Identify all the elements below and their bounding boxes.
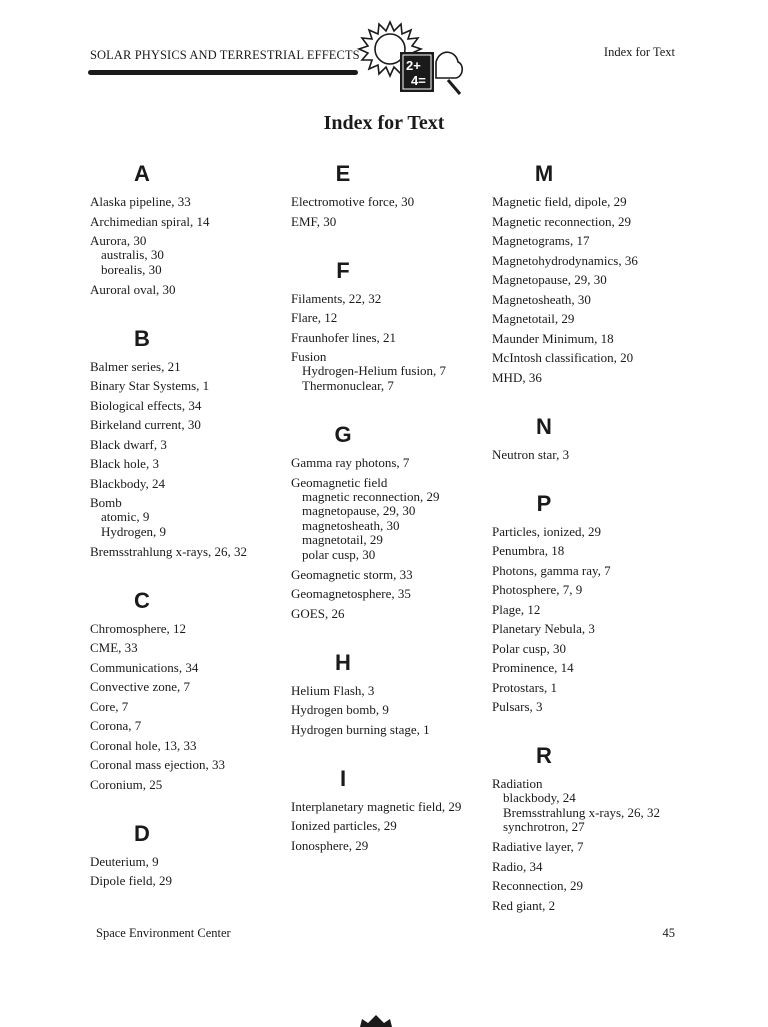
- index-entry: [90, 777, 290, 792]
- index-entry: [90, 282, 290, 297]
- index-entry: [90, 679, 290, 694]
- index-section: [90, 325, 290, 559]
- index-entry-term: Maunder Minimum, 18: [492, 330, 614, 346]
- index-entry: [90, 437, 290, 452]
- index-entry-term: EMF, 30: [291, 213, 337, 229]
- index-column-2: [291, 160, 481, 857]
- index-entry-term: GOES, 26: [291, 605, 345, 621]
- index-entry: [291, 349, 481, 393]
- index-section: [291, 765, 481, 853]
- index-entry-term: Magnetohydrodynamics, 36: [492, 252, 638, 268]
- index-subentry: magnetic reconnection, 29: [302, 488, 440, 504]
- index-entry-term: Reconnection, 29: [492, 878, 583, 893]
- index-section: [291, 649, 481, 737]
- index-column-1: [90, 160, 290, 893]
- index-entry: [291, 330, 481, 345]
- logo-text-line-2: 4=: [411, 73, 426, 88]
- index-entry-term: Fusion: [291, 349, 327, 364]
- index-entry: [90, 738, 290, 753]
- index-subentry: Hydrogen-Helium fusion, 7: [302, 363, 447, 378]
- index-entry-term: Biological effects, 34: [90, 397, 202, 413]
- logo-text-line-1: 2+: [406, 58, 421, 73]
- index-entry: [291, 683, 481, 698]
- index-entry-term: Fraunhofer lines, 21: [291, 329, 397, 345]
- index-entry-term: Bomb: [90, 495, 122, 510]
- index-entry-term: Flare, 12: [291, 310, 338, 325]
- index-subentry: australis, 30: [101, 247, 164, 262]
- index-entry: [492, 582, 692, 597]
- index-entry-term: Photosphere, 7, 9: [492, 582, 583, 597]
- index-entry-term: Magnetic field, dipole, 29: [492, 194, 627, 209]
- section-letter: N: [536, 413, 552, 439]
- index-entry: [291, 455, 481, 470]
- index-entry: [492, 524, 692, 539]
- page-number: 45: [662, 926, 675, 940]
- index-entry-term: Prominence, 14: [492, 660, 574, 675]
- index-entry-term: Geomagnetic field: [291, 474, 388, 490]
- index-entry: [492, 253, 692, 268]
- index-entry: [90, 660, 290, 675]
- index-entry-term: Interplanetary magnetic field, 29: [291, 798, 462, 814]
- running-header-title: SOLAR PHYSICS AND TERRESTRIAL EFFECTS: [90, 48, 360, 62]
- index-section: [492, 160, 692, 385]
- section-letter: I: [339, 765, 347, 791]
- index-entry: [492, 621, 692, 636]
- index-subentry: atomic, 9: [101, 509, 150, 524]
- index-entry-term: Particles, ionized, 29: [492, 523, 602, 539]
- index-entry-term: Binary Star Systems, 1: [90, 378, 210, 393]
- index-section: [291, 257, 481, 394]
- index-section: [90, 820, 290, 889]
- index-entry: [90, 544, 290, 559]
- index-entry: [492, 292, 692, 307]
- index-subentry: Hydrogen, 9: [101, 523, 166, 539]
- index-entry-term: Corona, 7: [90, 718, 142, 733]
- index-entry: [492, 233, 692, 248]
- index-entry-term: Core, 7: [90, 698, 129, 714]
- index-subentry: magnetosheath, 30: [302, 517, 400, 533]
- index-entry-term: Chromosphere, 12: [90, 620, 187, 636]
- index-entry: [90, 476, 290, 491]
- index-section: [492, 490, 692, 715]
- index-entry: [492, 543, 692, 558]
- index-entry: [291, 194, 481, 209]
- index-entry-term: Radiation: [492, 776, 543, 791]
- index-entry: [492, 699, 692, 714]
- index-section: [90, 160, 290, 297]
- index-entry-term: Magnetotail, 29: [492, 311, 575, 326]
- index-subentry: synchrotron, 27: [503, 819, 585, 834]
- index-entry: [90, 378, 290, 393]
- index-entry: [492, 370, 692, 385]
- index-entry-term: Geomagnetosphere, 35: [291, 586, 411, 601]
- index-entry: [492, 350, 692, 365]
- index-entry-term: Bremsstrahlung x-rays, 26, 32: [90, 543, 248, 559]
- index-entry-term: Radiative layer, 7: [492, 839, 584, 854]
- index-entry: [492, 214, 692, 229]
- index-entry: [492, 447, 692, 462]
- index-entry-term: Deuterium, 9: [90, 853, 159, 869]
- index-entry-term: Coronal mass ejection, 33: [90, 757, 226, 772]
- index-entry-term: Red giant, 2: [492, 897, 556, 913]
- index-entry-term: Magnetic reconnection, 29: [492, 213, 631, 229]
- index-entry-term: Magnetograms, 17: [492, 233, 590, 248]
- index-entry-term: Hydrogen burning stage, 1: [291, 721, 430, 737]
- index-entry-term: Coronal hole, 13, 33: [90, 737, 197, 753]
- index-subentry: Bremsstrahlung x-rays, 26, 32: [503, 804, 661, 820]
- section-letter: P: [536, 490, 552, 516]
- index-entry: [90, 456, 290, 471]
- index-entry: [90, 757, 290, 772]
- index-entry: [291, 310, 481, 325]
- index-entry: [90, 854, 290, 869]
- index-section: [492, 742, 692, 913]
- index-entry: [291, 818, 481, 833]
- index-entry-term: Birkeland current, 30: [90, 417, 201, 432]
- index-entry-term: Geomagnetic storm, 33: [291, 566, 413, 582]
- index-entry: [90, 621, 290, 636]
- index-entry: [492, 680, 692, 695]
- crown-ornament-icon: [356, 1013, 396, 1027]
- index-entry: [492, 859, 692, 874]
- index-entry: [492, 563, 692, 578]
- index-entry: [291, 722, 481, 737]
- index-subentry: polar cusp, 30: [302, 546, 376, 562]
- index-entry: [90, 699, 290, 714]
- index-entry-term: Protostars, 1: [492, 679, 557, 695]
- header-rule: [88, 70, 358, 75]
- section-letter: D: [134, 820, 150, 846]
- index-entry-term: Archimedian spiral, 14: [90, 213, 210, 229]
- index-entry: [90, 359, 290, 374]
- index-entry-term: CME, 33: [90, 640, 138, 655]
- section-letter: A: [134, 161, 150, 186]
- index-entry-term: MHD, 36: [492, 369, 542, 385]
- index-entry: [492, 194, 692, 209]
- index-entry-term: Penumbra, 18: [492, 543, 565, 558]
- index-entry-term: Magnetosheath, 30: [492, 291, 591, 307]
- index-entry-term: Aurora, 30: [90, 233, 147, 248]
- index-subentry: Thermonuclear, 7: [302, 377, 394, 393]
- section-letter: F: [336, 257, 350, 283]
- index-entry: [492, 776, 692, 835]
- index-entry-term: Planetary Nebula, 3: [492, 621, 595, 636]
- index-entry-term: Ionosphere, 29: [291, 837, 369, 853]
- index-entry: [492, 898, 692, 913]
- index-entry-term: Communications, 34: [90, 659, 199, 675]
- index-section: [90, 587, 290, 792]
- section-letter: G: [334, 422, 352, 447]
- index-subentry: blackbody, 24: [503, 790, 576, 805]
- index-entry-term: Balmer series, 21: [90, 358, 181, 374]
- index-entry-term: Polar cusp, 30: [492, 640, 567, 656]
- index-entry: [90, 194, 290, 209]
- section-letter: E: [335, 161, 351, 186]
- section-letter: C: [134, 587, 150, 613]
- index-entry: [291, 214, 481, 229]
- index-entry: [90, 495, 290, 539]
- index-column-3: [492, 160, 692, 917]
- index-entry: [492, 311, 692, 326]
- index-entry-term: Blackbody, 24: [90, 475, 165, 491]
- index-entry: [492, 839, 692, 854]
- index-entry: [90, 640, 290, 655]
- index-entry: [90, 214, 290, 229]
- index-entry-term: Gamma ray photons, 7: [291, 455, 410, 470]
- index-entry-term: McIntosh classification, 20: [492, 350, 634, 365]
- index-entry: [291, 606, 481, 621]
- section-letter: H: [335, 649, 351, 675]
- index-entry-term: Convective zone, 7: [90, 679, 190, 694]
- index-entry-term: Magnetopause, 29, 30: [492, 272, 607, 287]
- index-entry-term: Black hole, 3: [90, 456, 159, 471]
- index-entry-term: Photons, gamma ray, 7: [492, 562, 611, 578]
- index-section: [291, 160, 481, 229]
- running-header-section: Index for Text: [603, 45, 675, 59]
- index-section: [291, 421, 481, 621]
- index-entry: [291, 838, 481, 853]
- sun-calculator-logo-icon: [356, 18, 468, 98]
- index-entry-term: Electromotive force, 30: [291, 194, 415, 209]
- index-entry: [291, 702, 481, 717]
- index-entry: [492, 641, 692, 656]
- index-entry-term: Alaska pipeline, 33: [90, 194, 191, 209]
- index-entry-term: Ionized particles, 29: [291, 818, 397, 833]
- index-entry-term: Neutron star, 3: [492, 446, 570, 462]
- index-entry-term: Hydrogen bomb, 9: [291, 702, 389, 717]
- index-section: [492, 413, 692, 462]
- index-entry: [492, 660, 692, 675]
- index-entry: [291, 475, 481, 563]
- index-entry: [90, 873, 290, 888]
- index-subentry: magnetopause, 29, 30: [302, 503, 416, 518]
- index-entry: [492, 602, 692, 617]
- index-entry-term: Helium Flash, 3: [291, 682, 375, 698]
- index-entry: [90, 718, 290, 733]
- index-subentry: magnetotail, 29: [302, 532, 383, 547]
- index-entry-term: Auroral oval, 30: [90, 281, 176, 297]
- index-entry: [90, 398, 290, 413]
- index-entry: [492, 878, 692, 893]
- index-entry: [291, 291, 481, 306]
- index-entry: [291, 567, 481, 582]
- index-entry: [90, 233, 290, 277]
- section-letter: M: [534, 161, 554, 186]
- index-entry-term: Pulsars, 3: [492, 699, 543, 714]
- index-entry-term: Radio, 34: [492, 858, 543, 874]
- index-entry-term: Dipole field, 29: [90, 873, 172, 888]
- section-letter: B: [134, 325, 150, 351]
- index-entry: [291, 799, 481, 814]
- page-title: Index for Text: [323, 112, 445, 134]
- index-entry-term: Coronium, 25: [90, 776, 163, 792]
- index-entry-term: Plage, 12: [492, 601, 541, 617]
- index-entry: [492, 272, 692, 287]
- index-entry: [90, 417, 290, 432]
- index-entry-term: Black dwarf, 3: [90, 436, 167, 452]
- index-entry: [291, 586, 481, 601]
- footer-organization: Space Environment Center: [96, 926, 231, 940]
- section-letter: R: [536, 743, 552, 768]
- index-entry: [492, 331, 692, 346]
- index-entry-term: Filaments, 22, 32: [291, 290, 382, 306]
- index-subentry: borealis, 30: [101, 261, 162, 277]
